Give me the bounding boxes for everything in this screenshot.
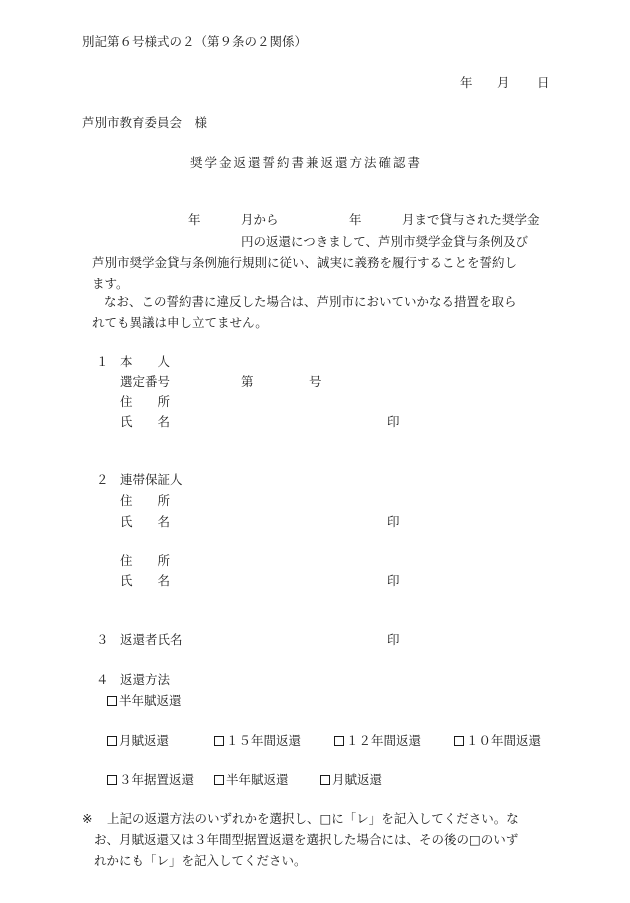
section1-seal: 印 [387, 414, 400, 429]
note-line-3: れかにも「レ」を記入してください。 [94, 853, 307, 868]
option-label: 月賦返還 [119, 733, 170, 748]
option-label: 半年賦返還 [226, 772, 289, 787]
guarantor1-name-label: 氏 名 [120, 514, 171, 529]
period-to-month: 月まで貸与された奨学金 [402, 212, 540, 227]
section2-heading: 連帯保証人 [120, 472, 183, 487]
option-semiannual[interactable] [107, 695, 182, 708]
section3-heading: 返還者氏名 [120, 632, 183, 647]
note-line-1: 上記の返還方法のいずれかを選択し、□に「レ」を記入してください。な [107, 811, 519, 826]
checkbox[interactable] [107, 696, 117, 706]
option-label: ３年据置返還 [119, 772, 195, 787]
form-number: 別記第６号様式の２（第９条の２関係） [82, 34, 308, 49]
option-12-years[interactable] [334, 735, 421, 748]
option-monthly-2[interactable] [320, 774, 382, 787]
option-monthly[interactable] [107, 735, 169, 748]
option-label: 半年賦返還 [119, 693, 182, 708]
guarantor1-address-label: 住 所 [120, 493, 171, 508]
period-to-year: 年 [349, 212, 362, 227]
option-label: １５年間返還 [226, 733, 302, 748]
intro-line-5: なお、この誓約書に違反した場合は、芦別市においていかなる措置を取ら [104, 294, 517, 309]
guarantor2-address-label: 住 所 [120, 553, 171, 568]
section1-name-label: 氏 名 [120, 414, 171, 429]
period-from-month: 月から [241, 212, 279, 227]
note-mark: ※ [82, 811, 93, 826]
checkbox[interactable] [107, 775, 117, 785]
section1-address-label: 住 所 [120, 394, 171, 409]
checkbox[interactable] [107, 736, 117, 746]
option-label: 月賦返還 [332, 772, 383, 787]
section3-number: ３ [96, 632, 109, 647]
intro-line-2: 円の返還につきまして、芦別市奨学金貸与条例及び [241, 234, 529, 249]
date-month: 月 [497, 75, 510, 90]
section1-heading: 本 人 [120, 354, 171, 369]
checkbox[interactable] [214, 736, 224, 746]
intro-line-3: 芦別市奨学金貸与条例施行規則に従い、誠実に義務を履行することを誓約し [92, 255, 518, 270]
section2-number: ２ [96, 472, 109, 487]
date-day: 日 [537, 75, 550, 90]
checkbox[interactable] [454, 736, 464, 746]
section4-heading: 返還方法 [120, 672, 171, 687]
option-3-year-deferred[interactable] [107, 774, 194, 787]
period-from-year: 年 [188, 212, 201, 227]
checkbox[interactable] [334, 736, 344, 746]
option-semiannual-2[interactable] [214, 774, 289, 787]
section1-number: １ [96, 354, 109, 369]
document-title: 奨学金返還誓約書兼返還方法確認書 [190, 155, 423, 170]
option-15-years[interactable] [214, 735, 301, 748]
intro-line-6: れても異議は申し立てません。 [92, 315, 268, 330]
option-label: １２年間返還 [346, 733, 422, 748]
section4-number: ４ [96, 672, 109, 687]
selection-dai: 第 [241, 374, 254, 389]
checkbox[interactable] [214, 775, 224, 785]
checkbox[interactable] [320, 775, 330, 785]
guarantor2-name-label: 氏 名 [120, 573, 171, 588]
option-10-years[interactable] [454, 735, 541, 748]
option-label: １０年間返還 [466, 733, 542, 748]
guarantor2-seal: 印 [387, 573, 400, 588]
date-year: 年 [460, 75, 473, 90]
addressee: 芦別市教育委員会 様 [82, 115, 208, 130]
selection-go: 号 [309, 374, 322, 389]
intro-line-4: ます。 [92, 276, 129, 291]
section3-seal: 印 [387, 632, 400, 647]
guarantor1-seal: 印 [387, 514, 400, 529]
selection-number-label: 選定番号 [120, 374, 171, 389]
note-line-2: お、月賦返還又は３年間型据置返還を選択した場合には、その後の□のいず [94, 832, 519, 847]
